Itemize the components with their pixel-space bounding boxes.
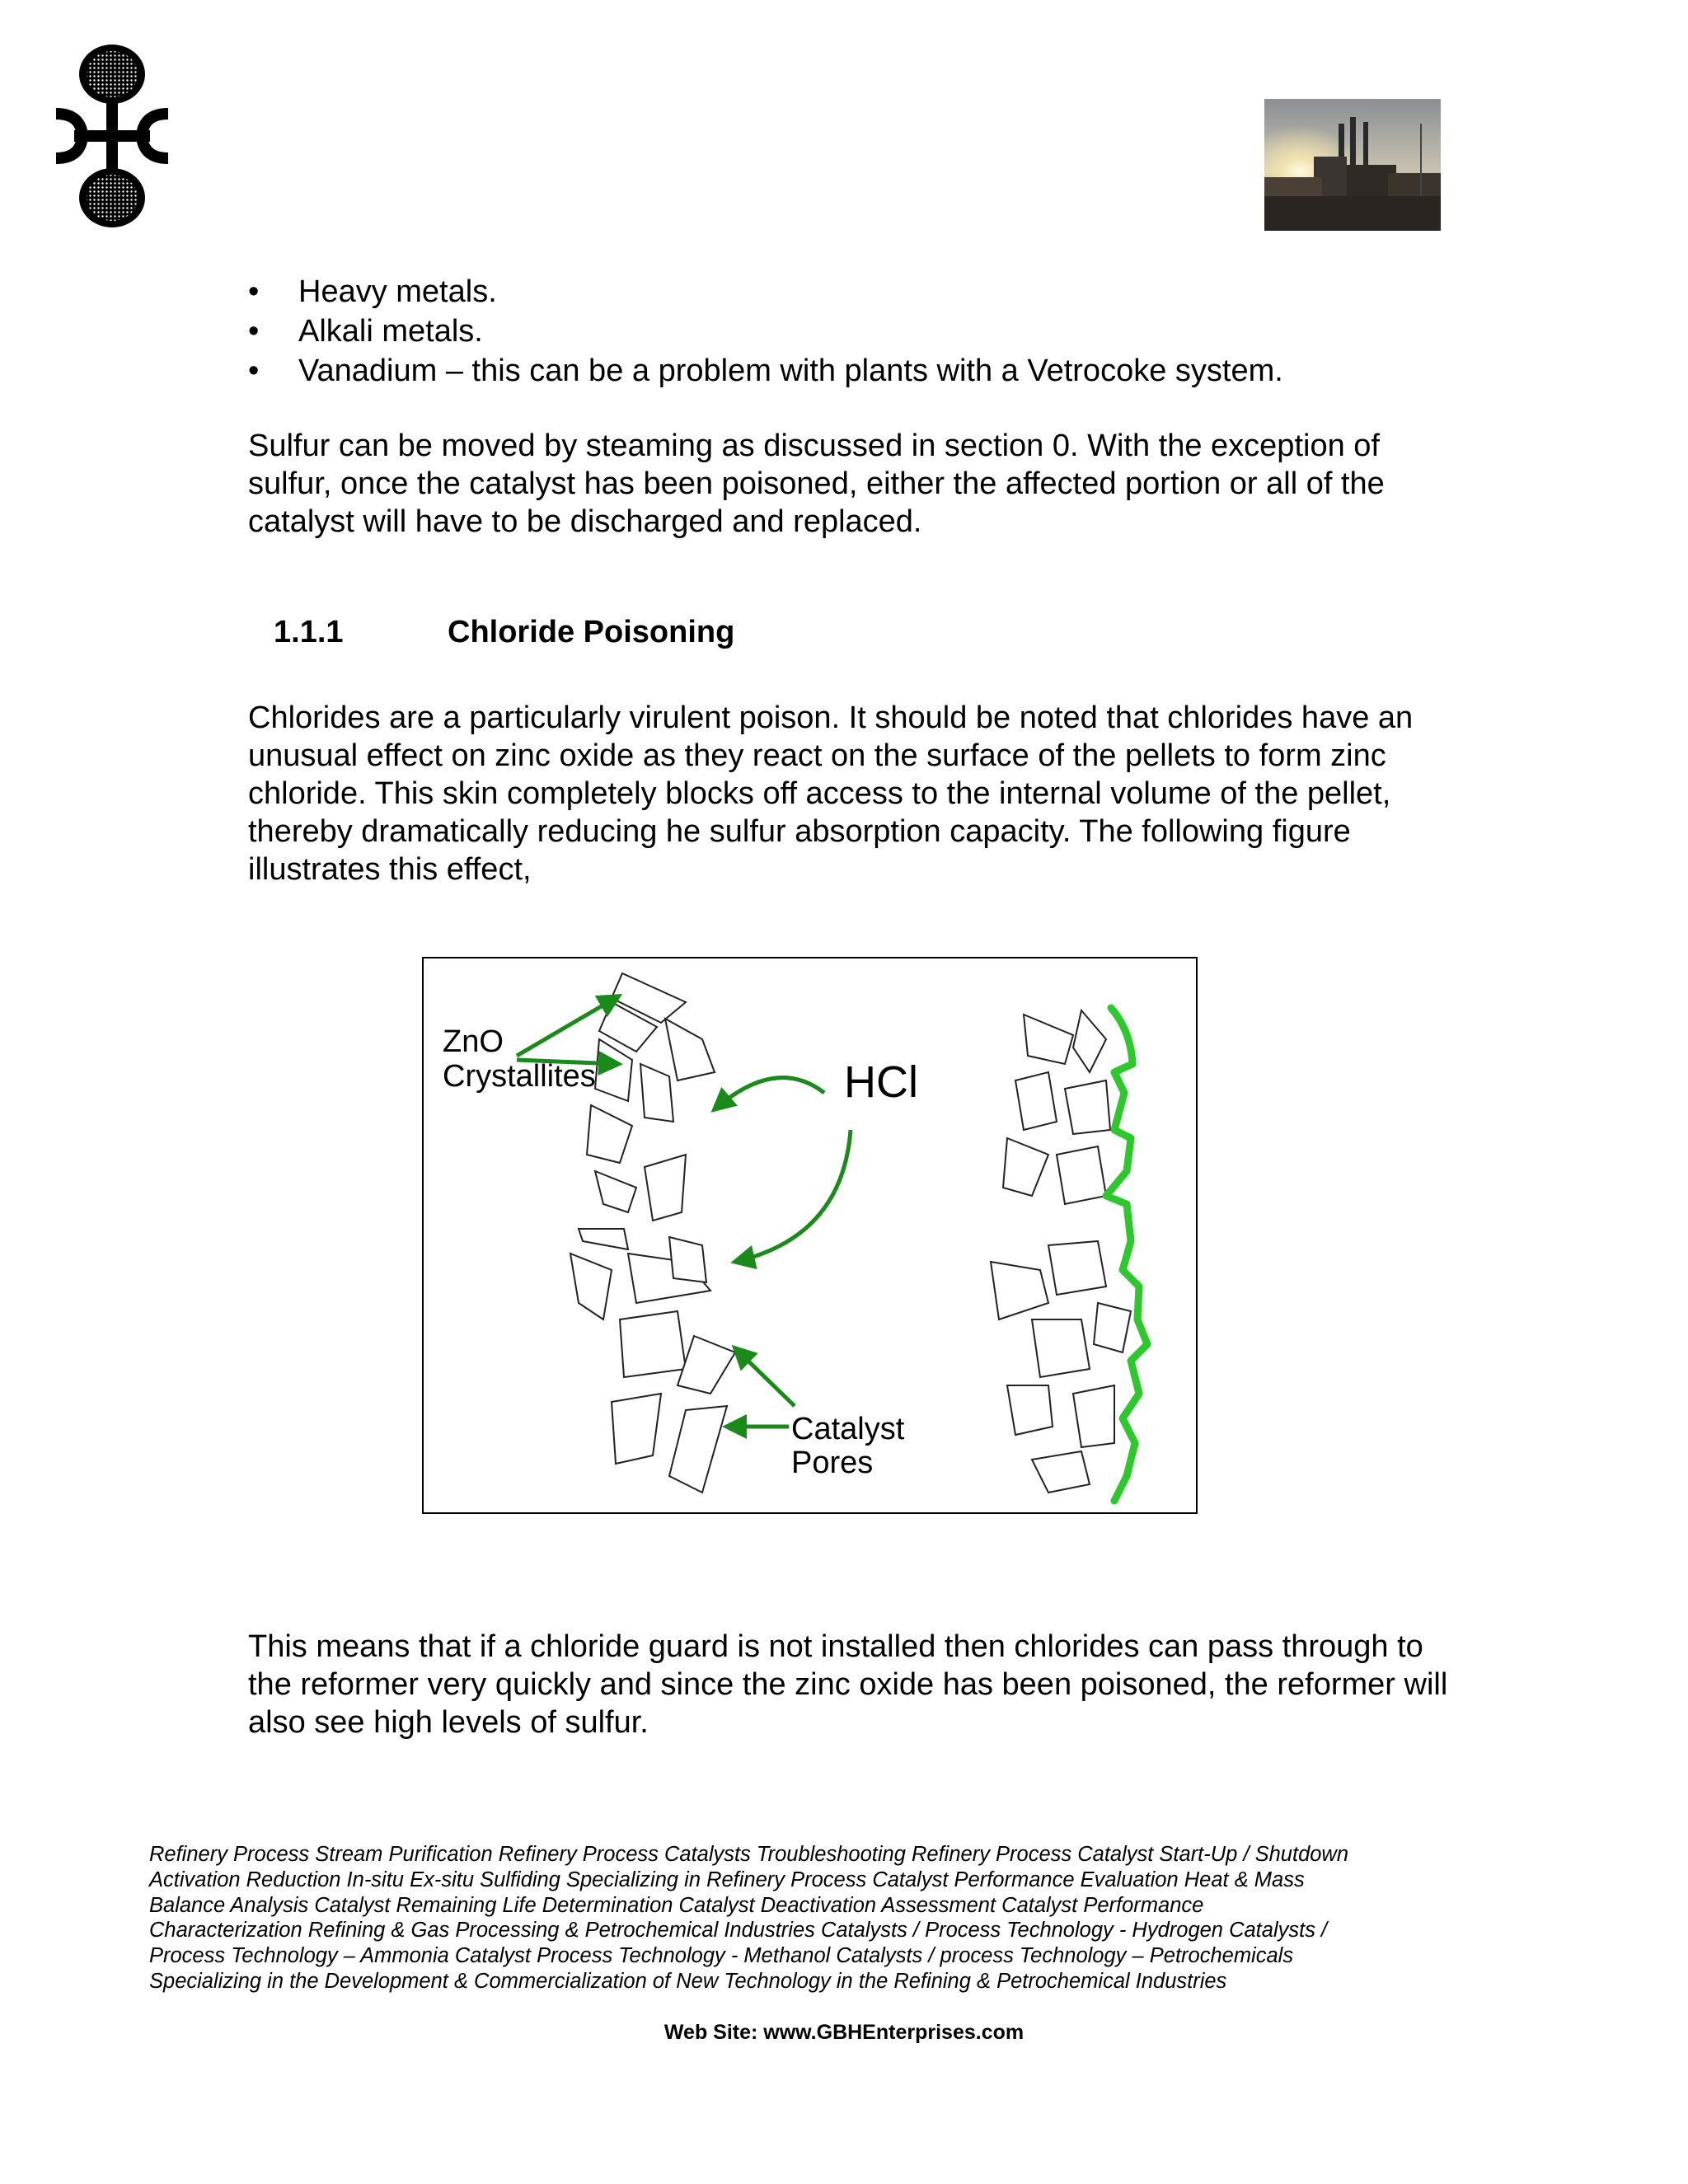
bullet-icon: • bbox=[248, 354, 260, 388]
bullet-icon: • bbox=[248, 314, 260, 349]
section-title: Chloride Poisoning bbox=[448, 615, 735, 649]
footer-line: Refinery Process Stream Purification Refinery Process Catalysts Troubleshooting Refinery Process Catalyst Start-Up / Shutdown bbox=[149, 1843, 1349, 1866]
footer-line: Process Technology – Ammonia Catalyst Process Technology - Methanol Catalysts / process Technology – Petrochemicals bbox=[149, 1944, 1294, 1968]
section-heading bbox=[274, 613, 734, 651]
bullet-list bbox=[248, 272, 1451, 391]
list-item: • Heavy metals. bbox=[248, 272, 1451, 312]
hcl-label: HCl bbox=[844, 1057, 918, 1107]
paragraph-chloride-guard: This means that if a chloride guard is not installed then chlorides can pass through to the reformer very quickly and since the zinc oxide has been poisoned, the reformer will also see high levels of sulfur. bbox=[248, 1629, 1448, 1740]
footer-line: Specializing in the Development & Commercialization of New Technology in the Refining & Petrochemical Industries bbox=[149, 1969, 1227, 1993]
zno-label-line1: ZnO bbox=[443, 1024, 504, 1059]
list-item: • Alkali metals. bbox=[248, 312, 1451, 351]
bullet-icon: • bbox=[248, 274, 260, 309]
footer-line: Activation Reduction In-situ Ex-situ Sulfiding Specializing in Refinery Process Catalyst Performance Evaluation Heat & Mass bbox=[149, 1868, 1305, 1891]
page-content bbox=[248, 272, 1451, 887]
list-item: • Vanadium – this can be a problem with plants with a Vetrocoke system. bbox=[248, 351, 1451, 391]
website-link[interactable]: Web Site: www.GBHEnterprises.com bbox=[663, 2021, 1025, 2044]
company-logo bbox=[51, 41, 173, 231]
paragraph-sulfur: Sulfur can be moved by steaming as discussed in section 0. With the exception of sulfur, once the catalyst has been poisoned, either the affected portion or all of the catalyst will have to be discharged and replaced. bbox=[248, 429, 1385, 539]
paragraph-chlorides: Chlorides are a particularly virulent poison. It should be noted that chlorides have an unusual effect on zinc oxide as they react on the surface of the pellets to form zinc chloride. This skin completely blocks off access to the internal volume of the pellet, thereby dramatically reducing he sulfur absorption capacity. The following figure illustrates this effect, bbox=[248, 701, 1414, 887]
footer-keywords bbox=[149, 1842, 1443, 1994]
footer-line: Characterization Refining & Gas Processing & Petrochemical Industries Catalysts / Process Technology - Hydrogen Catalysts / bbox=[149, 1919, 1328, 1943]
footer-line: Balance Analysis Catalyst Remaining Life Determination Catalyst Deactivation Assessment Catalyst Performance bbox=[149, 1893, 1204, 1917]
chloride-poisoning-figure bbox=[422, 957, 1198, 1514]
refinery-photo bbox=[1264, 99, 1441, 231]
section-number: 1.1.1 bbox=[274, 615, 344, 649]
pores-label-line1: Catalyst bbox=[791, 1412, 905, 1446]
pores-label-line2: Pores bbox=[791, 1446, 874, 1480]
zno-label-line2: Crystallites bbox=[443, 1059, 596, 1094]
